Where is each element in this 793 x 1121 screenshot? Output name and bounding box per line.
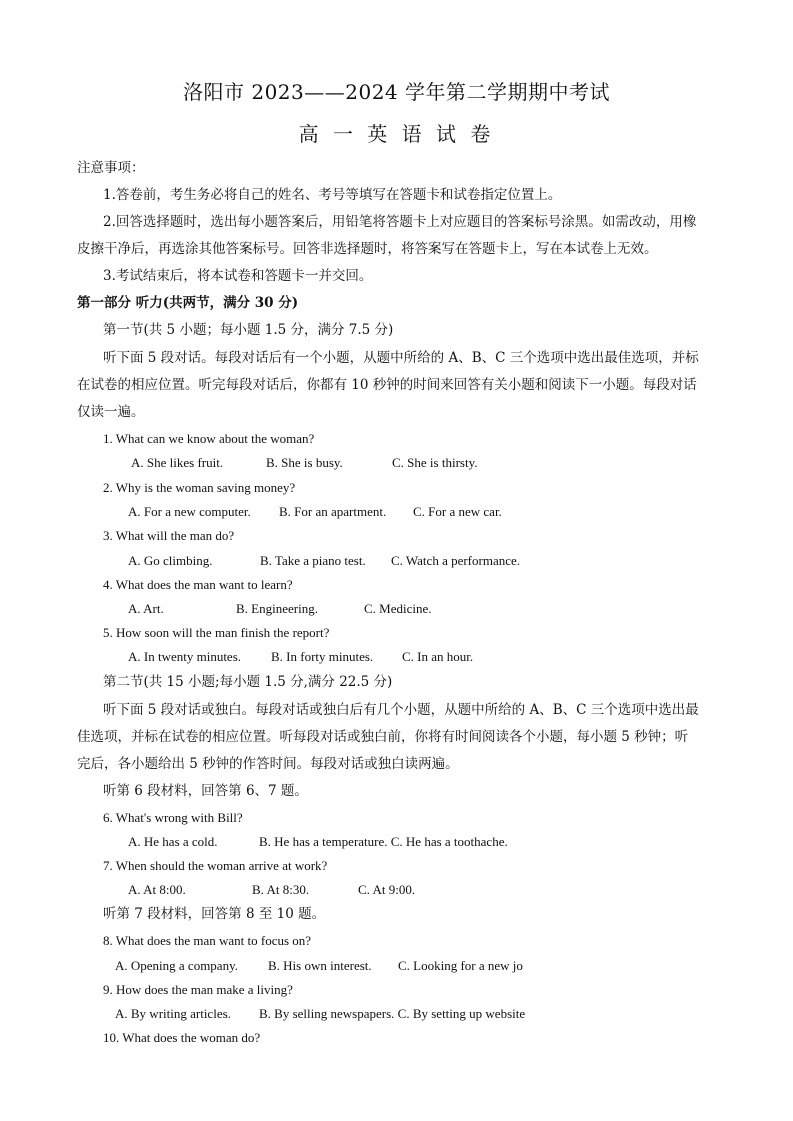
q6-option-a: A. He has a cold. xyxy=(128,834,218,849)
note-2-cont: 皮擦干净后，再选涂其他答案标号。回答非选择题时，将答案写在答题卡上，写在本试卷上无效。 xyxy=(77,241,658,257)
question-4: 4. What does the man want to learn? xyxy=(103,577,293,592)
section2-heading: 第二节(共 15 小题;每小题 1.5 分,满分 22.5 分) xyxy=(103,674,393,690)
exam-subtitle: 高 一 英 语 试 卷 xyxy=(298,122,495,146)
q3-option-a: A. Go climbing. xyxy=(128,553,213,568)
q5-option-b: B. In forty minutes. xyxy=(271,649,374,664)
section2-instruction-1: 听下面 5 段对话或独白。每段对话或独白后有几个小题，从题中所给的 A、B、C 三个选项中选出最 xyxy=(103,702,699,718)
material-7-note: 听第 7 段材料，回答第 8 至 10 题。 xyxy=(103,906,326,922)
question-9: 9. How does the man make a living? xyxy=(103,982,293,997)
q5-option-c: C. In an hour. xyxy=(402,649,474,664)
q8-option-b: B. His own interest. xyxy=(268,958,372,973)
q3-option-b: B. Take a piano test. xyxy=(260,553,366,568)
q7-option-c: C. At 9:00. xyxy=(358,882,416,897)
notes-heading: 注意事项： xyxy=(77,160,145,176)
section1-instruction-3: 仅读一遍。 xyxy=(77,404,145,420)
question-7: 7. When should the woman arrive at work? xyxy=(103,858,328,873)
q8-option-c: C. Looking for a new jo xyxy=(398,958,523,973)
q4-option-c: C. Medicine. xyxy=(364,601,432,616)
question-3: 3. What will the man do? xyxy=(103,528,235,543)
q8-option-a: A. Opening a company. xyxy=(115,958,238,973)
q2-option-b: B. For an apartment. xyxy=(279,504,387,519)
question-1: 1. What can we know about the woman? xyxy=(103,431,315,446)
question-10: 10. What does the woman do? xyxy=(103,1030,261,1045)
part1-heading: 第一部分 听力(共两节，满分 30 分) xyxy=(77,295,299,311)
q3-option-c: C. Watch a performance. xyxy=(391,553,521,568)
note-1: 1.答卷前，考生务必将自己的姓名、考号等填写在答题卡和试卷指定位置上。 xyxy=(103,187,562,203)
question-6: 6. What's wrong with Bill? xyxy=(103,810,243,825)
exam-title: 洛阳市 2023——2024 学年第二学期期中考试 xyxy=(182,80,610,104)
question-8: 8. What does the man want to focus on? xyxy=(103,933,312,948)
section2-instruction-3: 完后，各小题给出 5 秒钟的作答时间。每段对话或独白读两遍。 xyxy=(77,756,459,772)
q4-option-b: B. Engineering. xyxy=(236,601,318,616)
q1-option-b: B. She is busy. xyxy=(266,455,343,470)
note-2: 2.回答选择题时，选出每小题答案后，用铅笔将答题卡上对应题目的答案标号涂黑。如需改动，用橡 xyxy=(103,214,697,230)
q2-option-c: C. For a new car. xyxy=(413,504,502,519)
section1-instruction-2: 在试卷的相应位置。听完每段对话后，你都有 10 秒钟的时间来回答有关小题和阅读下一小题。每段对话 xyxy=(77,377,697,393)
q9-option-a: A. By writing articles. xyxy=(115,1006,231,1021)
q4-option-a: A. Art. xyxy=(128,601,164,616)
section1-heading: 第一节(共 5 小题；每小题 1.5 分，满分 7.5 分) xyxy=(103,322,394,338)
q2-option-a: A. For a new computer. xyxy=(128,504,251,519)
q1-option-c: C. She is thirsty. xyxy=(392,455,478,470)
q7-option-a: A. At 8:00. xyxy=(128,882,186,897)
q6-option-bc: B. He has a temperature. C. He has a toothache. xyxy=(259,834,508,849)
section1-instruction-1: 听下面 5 段对话。每段对话后有一个小题，从题中所给的 A、B、C 三个选项中选出最佳选项，并标 xyxy=(103,350,699,366)
material-6-note: 听第 6 段材料，回答第 6、7 题。 xyxy=(103,783,308,799)
note-3: 3.考试结束后，将本试卷和答题卡一并交回。 xyxy=(103,268,373,284)
q1-option-a: A. She likes fruit. xyxy=(131,455,224,470)
section2-instruction-2: 佳选项，并标在试卷的相应位置。听每段对话或独白前，你将有时间阅读各个小题，每小题 5 秒钟；听 xyxy=(77,729,689,745)
q7-option-b: B. At 8:30. xyxy=(252,882,310,897)
q9-option-bc: B. By selling newspapers. C. By setting up website xyxy=(259,1006,526,1021)
question-5: 5. How soon will the man finish the report? xyxy=(103,625,330,640)
q5-option-a: A. In twenty minutes. xyxy=(128,649,242,664)
question-2: 2. Why is the woman saving money? xyxy=(103,480,296,495)
